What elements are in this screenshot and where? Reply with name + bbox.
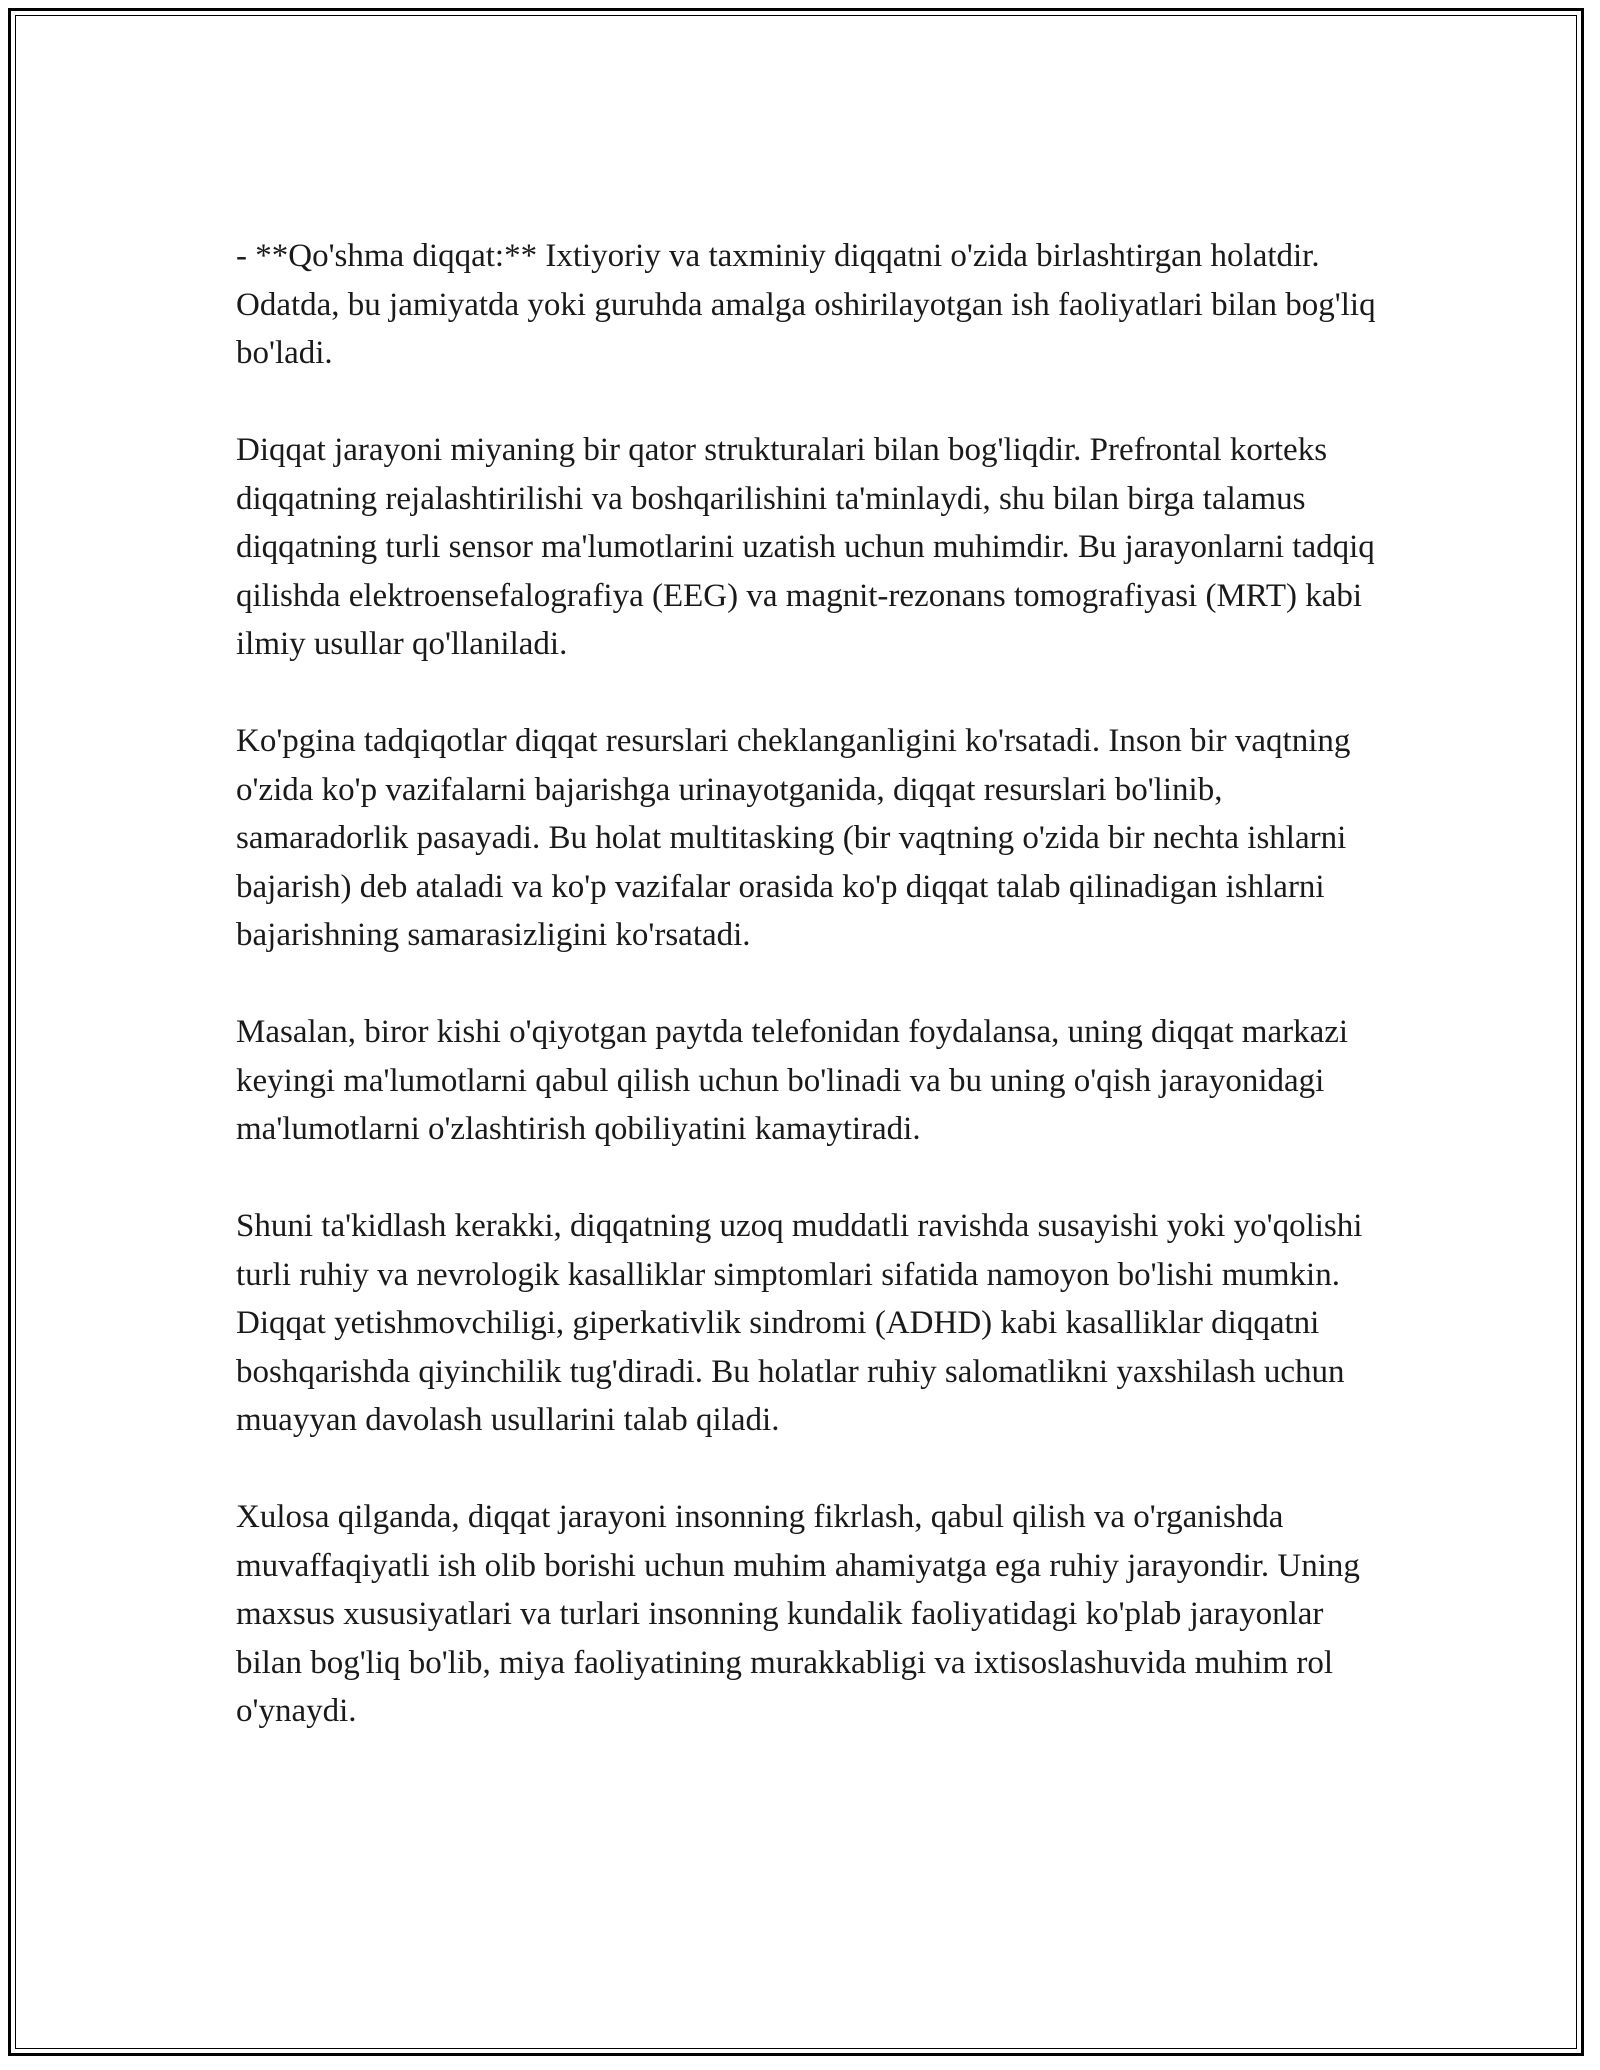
paragraph-example-phone: Masalan, biror kishi o'qiyotgan paytda telefonidan foydalansa, uning diqqat markazi keyingi ma'lumotlarni qabul qilish uchun bo'linadi va bu uning o'qish jarayonidagi ma'lumotlarni o'zlashtirish qobiliyatini kamaytiradi.	[236, 1014, 1349, 1147]
paragraph-disorders: Shuni ta'kidlash kerakki, diqqatning uzoq muddatli ravishda susayishi yoki yo'qolishi turli ruhiy va nevrologik kasalliklar simptomlari sifatida namoyon bo'lishi mumkin. Diqqat yetishmovchiligi, giperkativlik sindromi (ADHD) kabi kasalliklar diqqatni boshqarishda qiyinchilik tug'diradi. Bu holatlar ruhiy salomatlikni yaxshilash uchun muayyan davolash usullarini talab qiladi.	[236, 1208, 1363, 1438]
document-body	[236, 232, 1376, 1736]
paragraph-brain-structures: Diqqat jarayoni miyaning bir qator strukturalari bilan bog'liqdir. Prefrontal korteks diqqatning rejalashtirilishi va boshqarilishini ta'minlaydi, shu bilan birga talamus diqqatning turli sensor ma'lumotlarini uzatish uchun muhimdir. Bu jarayonlarni tadqiq qilishda elektroensefalografiya (EEG) va magnit-rezonans tomografiyasi (MRT) kabi ilmiy usullar qo'llaniladi.	[236, 432, 1375, 662]
paragraph-attention-resources: Ko'pgina tadqiqotlar diqqat resurslari cheklanganligini ko'rsatadi. Inson bir vaqtning o'zida ko'p vazifalarni bajarishga urinayotganida, diqqat resurslari bo'linib, samaradorlik pasayadi. Bu holat multitasking (bir vaqtning o'zida bir nechta ishlarni bajarish) deb ataladi va ko'p vazifalar orasida ko'p diqqat talab qilinadigan ishlarni bajarishning samarasizligini ko'rsatadi.	[236, 723, 1351, 953]
paragraph-joint-attention: - **Qo'shma diqqat:** Ixtiyoriy va taxminiy diqqatni o'zida birlashtirgan holatdir. Odatda, bu jamiyatda yoki guruhda amalga oshirilayotgan ish faoliyatlari bilan bog'liq bo'ladi.	[236, 238, 1376, 371]
paragraph-conclusion: Xulosa qilganda, diqqat jarayoni insonning fikrlash, qabul qilish va o'rganishda muvaffaqiyatli ish olib borishi uchun muhim ahamiyatga ega ruhiy jarayondir. Uning maxsus xususiyatlari va turlari insonning kundalik faoliyatidagi ko'plab jarayonlar bilan bog'liq bo'lib, miya faoliyatining murakkabligi va ixtisoslashuvida muhim rol o'ynaydi.	[236, 1499, 1360, 1729]
